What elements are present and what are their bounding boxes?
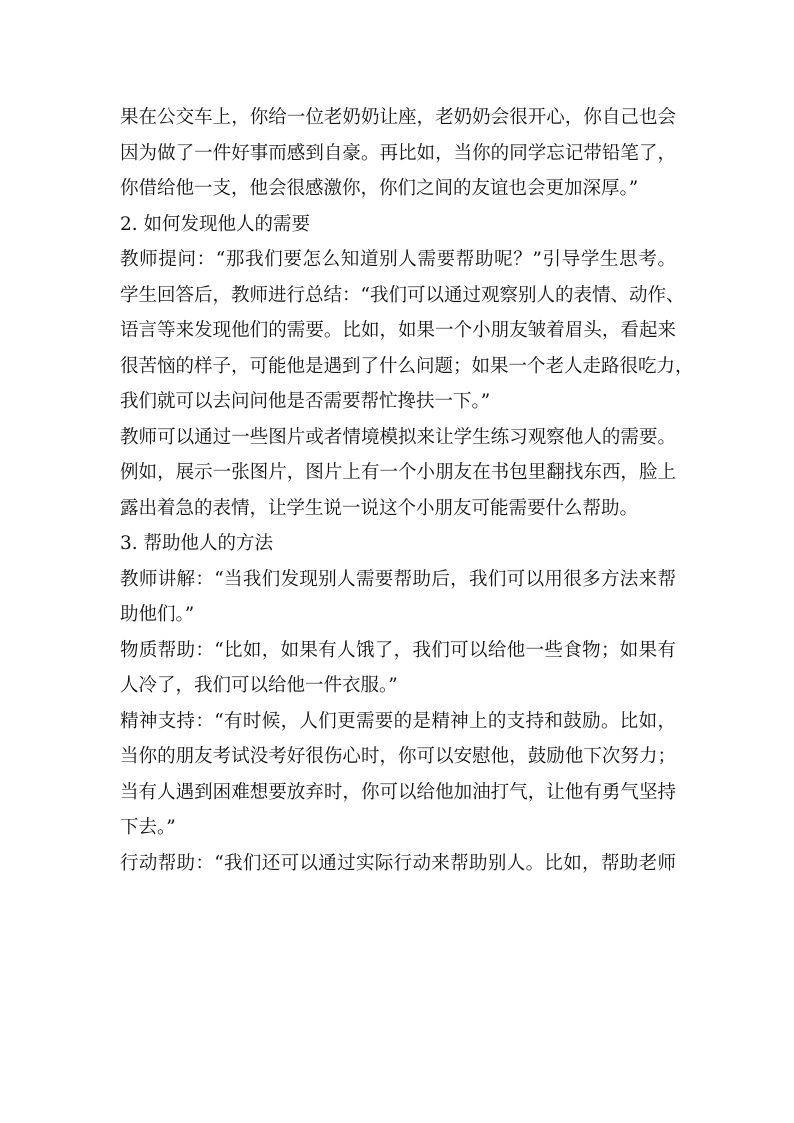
text-line: 物质帮助：“比如，如果有人饿了，我们可以给他一些食物；如果有 (120, 639, 676, 661)
text-line: 教师可以通过一些图片或者情境模拟来让学生练习观察他人的需要。 (120, 426, 676, 448)
text-line: 露出着急的表情，让学生说一说这个小朋友可能需要什么帮助。 (120, 497, 639, 519)
text-line: 学生回答后，教师进行总结：“我们可以通过观察别人的表情、动作、 (120, 284, 685, 306)
text-line: 你借给他一支，他会很感激你，你们之间的友谊也会更加深厚。” (120, 178, 639, 199)
text-line: 很苦恼的样子，可能他是遇到了什么问题；如果一个老人走路很吃力， (120, 355, 694, 377)
text-line: 人冷了，我们可以给他一件衣服。” (120, 675, 398, 696)
text-line: 下去。” (120, 817, 176, 838)
text-line: 因为做了一件好事而感到自豪。再比如，当你的同学忘记带铅笔了， (120, 142, 676, 164)
text-line: 当你的朋友考试没考好很伤心时，你可以安慰他，鼓励他下次努力； (120, 746, 676, 767)
text-line: 教师提问：“那我们要怎么知道别人需要帮助呢？”引导学生思考。 (120, 249, 676, 270)
text-line: 行动帮助：“我们还可以通过实际行动来帮助别人。比如，帮助老师 (120, 852, 676, 874)
text-line: 教师讲解：“当我们发现别人需要帮助后，我们可以用很多方法来帮 (120, 568, 676, 590)
text-line: 果在公交车上，你给一位老奶奶让座，老奶奶会很开心，你自己也会 (120, 107, 676, 128)
text-line: 助他们。” (120, 604, 195, 625)
text-line: 精神支持：“有时候，人们更需要的是精神上的支持和鼓励。比如， (120, 710, 676, 732)
document-body (120, 100, 694, 881)
section-heading: 3. 帮助他人的方法 (120, 533, 274, 554)
text-line: 当有人遇到困难想要放弃时，你可以给他加油打气，让他有勇气坚持 (120, 781, 676, 803)
section-heading: 2. 如何发现他人的需要 (120, 213, 311, 235)
text-line: 语言等来发现他们的需要。比如，如果一个小朋友皱着眉头，看起来 (120, 320, 676, 341)
text-line: 我们就可以去问问他是否需要帮忙搀扶一下。” (120, 391, 491, 412)
text-line: 例如，展示一张图片，图片上有一个小朋友在书包里翻找东西，脸上 (120, 462, 676, 483)
